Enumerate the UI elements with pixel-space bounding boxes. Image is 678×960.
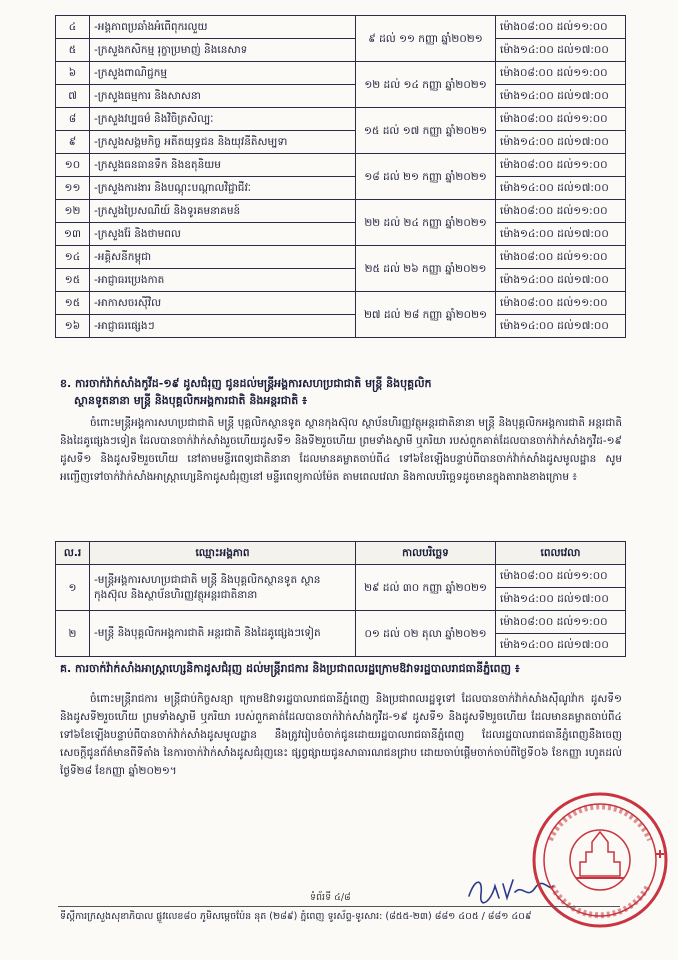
date-range: ២៥ ដល់ ២៦ កញ្ញា ឆ្នាំ២០២១: [356, 246, 496, 292]
agency-name: -អាជ្ញាធរប្រេងកាត: [90, 269, 356, 292]
section-kho-paragraph: ចំពោះមន្ត្រីអង្គការសហប្រជាជាតិ មន្ត្រី បុគ្គលិកស្ថានទូត ស្ថានកុងស៊ុល ស្ថាប័នហិរញ្ញវត្ថុអន្តរជាតិនានា មន្ត្រី និងបុគ្គលិកអង្គការជាតិ អន្តរជាតិ និងដៃគូផ្សេងៗទៀត ដែលបានចាក់វ៉ាក់សាំងរួចហើយដូសទី១ និងទី២រួចហើយ ព្រមទាំងស្វាមី ឬភរិយា របស់ពួកគាត់ដែលបានចាក់វ៉ាក់សាំងកូវីដ-១៩ ដូសទី១ និងដូសទី២រួចហើយ នៅតាមមន្ទីរពេទ្យជាតិនានា ដែលមានគម្លាតចាប់ពី៤ ទៅ៦ខែឡើងបន្ទាប់ពីបានចាក់វ៉ាក់សាំងដូសមូលដ្ឋាន សូមអញ្ជើញទៅចាក់វ៉ាក់សាំងអាស្ត្រាហ្សេនិកាដូសជំរុញនៅ មន្ទីរពេទ្យកាល់ម៉ែត តាមពេលវេលា និងកាលបរិច្ឆេទដូចមានក្នុងតារាងខាងក្រោម ៖: [60, 417, 622, 483]
table-row: [56, 85, 626, 108]
time-slot-morning: ម៉ោង០៨:០០ ដល់១១:០០: [496, 565, 626, 588]
date-range: ២៩ ដល់ ៣០ កញ្ញា ឆ្នាំ២០២១: [356, 565, 496, 611]
date-range: ១២ ដល់ ១៤ កញ្ញា ឆ្នាំ២០២១: [356, 62, 496, 108]
footer-divider: [58, 906, 620, 907]
agency-name: -អាជ្ញាធរផ្សេងៗ: [90, 315, 356, 338]
table-row: [56, 16, 626, 39]
table-header-row: [56, 542, 626, 565]
table-row: [56, 565, 626, 588]
agency-name: -អង្គភាពប្រឆាំងអំពើពុករលួយ: [90, 16, 356, 39]
agency-name: -មន្ត្រីអង្គការសហប្រជាជាតិ មន្ត្រី និងបុគ្គលិកស្ថានទូត ស្ថានកុងស៊ុល និងស្ថាប័នហិរញ្ញវត្ថុអន្តរជាតិនានា: [90, 565, 356, 611]
row-number: ១៤: [56, 246, 90, 269]
table-row: [56, 39, 626, 62]
official-seal-image: [530, 790, 670, 930]
time-slot-afternoon: ម៉ោង១៤:០០ ដល់១៧:០០: [496, 588, 626, 611]
agency-name: -ក្រសួងកសិកម្ម រុក្ខាប្រមាញ់ និងនេសាទ: [90, 39, 356, 62]
agency-name: -ក្រសួងការងារ និងបណ្តុះបណ្តាលវិជ្ជាជីវៈ: [90, 177, 356, 200]
row-number: ៧: [56, 85, 90, 108]
date-range: ០១ ដល់ ០២ តុលា ឆ្នាំ២០២១: [356, 611, 496, 657]
time-slot: ម៉ោង១៤:០០ ដល់១៧:០០: [496, 39, 626, 62]
row-number: ១៦: [56, 315, 90, 338]
row-number: ១៣: [56, 223, 90, 246]
time-slot: ម៉ោង០៨:០០ ដល់១១:០០: [496, 154, 626, 177]
page-number: ទំព័រទី ៤/៨: [310, 892, 351, 903]
agency-name: -ក្រសួងសង្គមកិច្ច អតីតយុទ្ធជន និងយុវនីតិសម្បទា: [90, 131, 356, 154]
row-number: ៨: [56, 108, 90, 131]
agency-name: -ក្រសួងធម្មការ និងសាសនា: [90, 85, 356, 108]
header-date: កាលបរិច្ឆេទ: [356, 542, 496, 565]
time-slot: ម៉ោង១៤:០០ ដល់១៧:០០: [496, 223, 626, 246]
table-row: [56, 131, 626, 154]
table-row: [56, 292, 626, 315]
row-number: ១០: [56, 154, 90, 177]
table-row: [56, 154, 626, 177]
table-row: [56, 62, 626, 85]
agency-name: -អាកាសចរស៊ីវិល: [90, 292, 356, 315]
time-slot: ម៉ោង១៤:០០ ដល់១៧:០០: [496, 315, 626, 338]
table-row: [56, 315, 626, 338]
schedule-table-1: [55, 15, 626, 338]
section-kho-heading-line1: ខ. ការចាក់វ៉ាក់សាំងកូវីដ-១៩ ដូសជំរុញ ជូនដល់មន្ត្រីអង្គការសហប្រជាជាតិ មន្ត្រី និងបុគ្គលិក: [60, 377, 432, 390]
header-time: ពេលវេលា: [496, 542, 626, 565]
table-row: [56, 200, 626, 223]
date-range: ១៥ ដល់ ១៧ កញ្ញា ឆ្នាំ២០២១: [356, 108, 496, 154]
table-row: [56, 611, 626, 634]
row-number: ៤: [56, 16, 90, 39]
agency-name: -ក្រសួងប្រៃសណីយ៍ និងទូរគមនាគមន៍: [90, 200, 356, 223]
time-slot: ម៉ោង០៨:០០ ដល់១១:០០: [496, 292, 626, 315]
agency-name: -ក្រសួងរ៉ែ និងថាមពល: [90, 223, 356, 246]
time-slot: ម៉ោង០៨:០០ ដល់១១:០០: [496, 16, 626, 39]
agency-name: -ក្រសួងវប្បធម៌ និងវិចិត្រសិល្បៈ: [90, 108, 356, 131]
date-range: ២២ ដល់ ២៤ កញ្ញា ឆ្នាំ២០២១: [356, 200, 496, 246]
date-range: ២៧ ដល់ ២៨ កញ្ញា ឆ្នាំ២០២១: [356, 292, 496, 338]
time-slot: ម៉ោង០៨:០០ ដល់១១:០០: [496, 62, 626, 85]
row-number: ៦: [56, 62, 90, 85]
row-number: ១៥: [56, 269, 90, 292]
schedule-table-2: [55, 541, 626, 657]
time-slot: ម៉ោង០៨:០០ ដល់១១:០០: [496, 246, 626, 269]
section-ko-paragraph: ចំពោះមន្ត្រីរាជការ មន្ត្រីជាប់កិច្ចសន្យា ក្រោមឱវាទរដ្ឋបាលរាជធានីភ្នំពេញ និងប្រជាពលរដ្ឋទូទៅ ដែលបានចាក់វ៉ាក់សាំងស៊ីណូវ៉ាក ដូសទី១ និងដូសទី២រួចហើយ ព្រមទាំងស្វាមី ឬភរិយា របស់ពួកគាត់ដែលបានចាក់វ៉ាក់សាំងកូវីដ-១៩ ដូសទី១ និងដូសទី២រួចហើយ ដែលមានគម្លាតចាប់ពី៤ ទៅ៦ខែឡើងបន្ទាប់ពីបានចាក់វ៉ាក់សាំងដូសមូលដ្ឋាន នឹងត្រូវរៀបចំចាក់ជូនដោយរដ្ឋបាលរាជធានីភ្នំពេញ ដែលរដ្ឋបាលរាជធានីភ្នំពេញនឹងចេញសេចក្តីជូនព័ត៌មានពីទីតាំង នៃការចាក់វ៉ាក់សាំងដូសជំរុញនេះ ផ្សព្វផ្សាយជូនសាធារណជនជ្រាប ដោយចាប់ផ្តើមចាក់ចាប់ពីថ្ងៃទី០៦ ខែកញ្ញា រហូតដល់ថ្ងៃទី២៨ ខែកញ្ញា ឆ្នាំ២០២១។: [60, 693, 622, 777]
row-number: ១២: [56, 200, 90, 223]
time-slot-morning: ម៉ោង០៨:០០ ដល់១១:០០: [496, 611, 626, 634]
time-slot: ម៉ោង១៤:០០ ដល់១៧:០០: [496, 269, 626, 292]
section-kho-heading: [60, 375, 620, 409]
row-number: ២: [56, 611, 90, 657]
time-slot: ម៉ោង១៤:០០ ដល់១៧:០០: [496, 131, 626, 154]
time-slot: ម៉ោង១៤:០០ ដល់១៧:០០: [496, 177, 626, 200]
agency-name: -មន្ត្រី និងបុគ្គលិកអង្គការជាតិ អន្តរជាតិ និងដៃគូផ្សេងៗទៀត: [90, 611, 356, 657]
time-slot: ម៉ោង០៨:០០ ដល់១១:០០: [496, 108, 626, 131]
row-number: ៩: [56, 131, 90, 154]
agency-name: -ក្រសួងពាណិជ្ជកម្ម: [90, 62, 356, 85]
date-range: ១៨ ដល់ ២១ កញ្ញា ឆ្នាំ២០២១: [356, 154, 496, 200]
table-row: [56, 223, 626, 246]
footer-address: ទីស្តីការក្រសួងសុខាភិបាល ផ្លូវលេខ៨០ ភូមិសម្តេចប៉ែន នុត (២៨៩) ភ្នំពេញ ទូរស័ព្ទ-ទូរសារ: (៨៥៥-២៣) ៨៨១ ៤០៥ / ៨៨១ ៤០៩: [60, 911, 532, 922]
table-row: [56, 108, 626, 131]
section-ko-heading: គ. ការចាក់វ៉ាក់សាំងអាស្ត្រាហ្សេនិកាដូសជំរុញ ដល់មន្ត្រីរាជការ និងប្រជាពលរដ្ឋក្រោមឱវាទរដ្ឋបាលរាជធានីភ្នំពេញ ៖: [60, 662, 520, 675]
row-number: ១: [56, 565, 90, 611]
time-slot: ម៉ោង១៤:០០ ដល់១៧:០០: [496, 85, 626, 108]
date-range: ៩ ដល់ ១១ កញ្ញា ឆ្នាំ២០២១: [356, 16, 496, 62]
time-slot-afternoon: ម៉ោង១៤:០០ ដល់១៧:០០: [496, 634, 626, 657]
table-row: [56, 269, 626, 292]
row-number: ១៥: [56, 292, 90, 315]
table-row: [56, 177, 626, 200]
agency-name: -អគ្គិសនីកម្ពុជា: [90, 246, 356, 269]
time-slot: ម៉ោង០៨:០០ ដល់១១:០០: [496, 200, 626, 223]
agency-name: -ក្រសួងធនធានទឹក និងឧតុនិយម: [90, 154, 356, 177]
table-row: [56, 246, 626, 269]
row-number: ៥: [56, 39, 90, 62]
header-agency: ឈ្មោះអង្គភាព: [90, 542, 356, 565]
row-number: ១១: [56, 177, 90, 200]
header-no: ល.រ: [56, 542, 90, 565]
section-kho-heading-line2: ស្ថានទូតនានា មន្ត្រី និងបុគ្គលិកអង្គការជាតិ និងអន្តរជាតិ ៖: [74, 394, 307, 407]
